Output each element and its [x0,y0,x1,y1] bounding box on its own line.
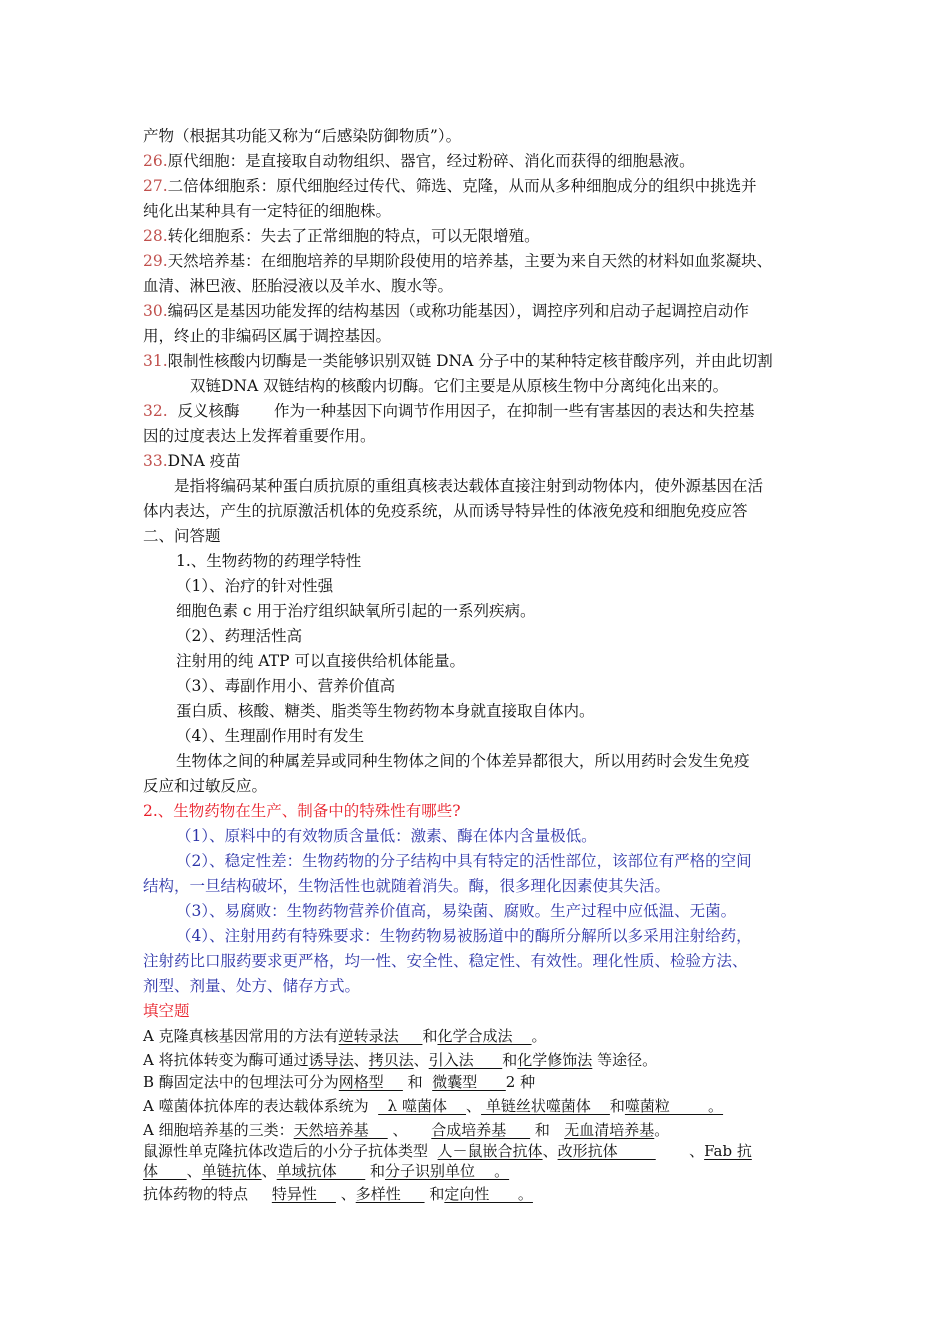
answer-line: （1）、治疗的针对性强 [176,577,334,595]
definition-line: 因的过度表达上发挥着重要作用。 [143,427,376,445]
definition-line: 29.天然培养基：在细胞培养的早期阶段使用的培养基，主要为来自天然的材料如血浆凝块、 [143,252,773,270]
fill-blank-line: 鼠源性单克隆抗体改造后的小分子抗体类型 人－鼠嵌合抗体、改形抗体 、Fab 抗 [143,1142,752,1160]
section-heading: 二、问答题 [143,527,221,545]
definition-line: 产物（根据其功能又称为“后感染防御物质”）。 [143,127,462,145]
answer-line: （3）、毒副作用小、营养价值高 [176,677,396,695]
answer-line: （1）、原料中的有效物质含量低：激素、酶在体内含量极低。 [176,827,597,845]
answer-line: 生物体之间的种属差异或同种生物体之间的个体差异都很大，所以用药时会发生免疫 [176,752,750,770]
answer-line: 反应和过敏反应。 [143,777,268,795]
fill-blank-line: A 噬菌体抗体库的表达载体系统为 λ 噬菌体 、 单链丝状噬菌体 和噬菌粒 。 [143,1097,724,1115]
definition-line: 32. 反义核酶 作为一种基因下向调节作用因子，在抑制一些有害基因的表达和失控基 [143,402,755,420]
answer-line: （4）、生理副作用时有发生 [176,727,365,745]
answer-line: （3）、易腐败：生物药物营养价值高，易染菌、腐败。生产过程中应低温、无菌。 [176,902,737,920]
definition-line: 是指将编码某种蛋白质抗原的重组真核表达载体直接注射到动物体内，使外源基因在活 [174,477,764,495]
question-title: 1.、生物药物的药理学特性 [176,552,362,570]
answer-line: （2）、药理活性高 [176,627,303,645]
question-title: 2.、生物药物在生产、制备中的特殊性有哪些? [143,802,461,820]
answer-line: 注射药比口服药要求更严格，均一性、安全性、稳定性、有效性。理化性质、检验方法、 [143,952,748,970]
fill-blank-heading: 填空题 [143,1002,190,1020]
definition-line: 26.原代细胞：是直接取自动物组织、器官，经过粉碎、消化而获得的细胞悬液。 [143,152,695,170]
fill-blank-line: A 细胞培养基的三类：天然培养基 、 合成培养基 和 无血清培养基。 [143,1121,670,1139]
definition-line: 30.编码区是基因功能发挥的结构基因（或称功能基因），调控序列和启动子起调控启动作 [143,302,749,320]
fill-blank-line: A 克隆真核基因常用的方法有逆转录法 和化学合成法 。 [143,1027,547,1045]
answer-line: 结构，一旦结构破坏，生物活性也就随着消失。酶，很多理化因素使其失活。 [143,877,671,895]
fill-blank-line: B 酶固定法中的包埋法可分为网格型 和 微囊型 2 种 [143,1073,536,1091]
definition-line: 31.限制性核酸内切酶是一类能够识别双链 DNA 分子中的某种特定核苷酸序列，并由此切割 [143,352,773,370]
definition-line: 27.二倍体细胞系：原代细胞经过传代、筛选、克隆，从而从多种细胞成分的组织中挑选并 [143,177,757,195]
definition-line: 用，终止的非编码区属于调控基因。 [143,327,392,345]
answer-line: （2）、稳定性差：生物药物的分子结构中具有特定的活性部位，该部位有严格的空间 [176,852,752,870]
fill-blank-line: A 将抗体转变为酶可通过诱导法、拷贝法、引入法 和化学修饰法 等途径。 [143,1051,658,1069]
fill-blank-line: 抗体药物的特点 特异性 、多样性 和定向性 。 [143,1185,533,1203]
answer-line: 细胞色素 c 用于治疗组织缺氧所引起的一系列疾病。 [176,602,536,620]
definition-line: 28.转化细胞系：失去了正常细胞的特点，可以无限增殖。 [143,227,540,245]
answer-line: 注射用的纯 ATP 可以直接供给机体能量。 [176,652,465,670]
definition-line: 血清、淋巴液、胚胎浸液以及羊水、腹水等。 [143,277,454,295]
definition-line: 33.DNA 疫苗 [143,452,241,470]
fill-blank-line: 体 、单链抗体、单域抗体 和分子识别单位 。 [143,1162,510,1180]
answer-line: 蛋白质、核酸、糖类、脂类等生物药物本身就直接取自体内。 [176,702,595,720]
answer-line: （4）、注射用药有特殊要求：生物药物易被肠道中的酶所分解所以多采用注射给药， [176,927,752,945]
definition-line: 双链DNA 双链结构的核酸内切酶。它们主要是从原核生物中分离纯化出来的。 [190,377,729,395]
definition-line: 体内表达，产生的抗原激活机体的免疫系统，从而诱导特异性的体液免疫和细胞免疫应答 [143,502,748,520]
definition-line: 纯化出某种具有一定特征的细胞株。 [143,202,392,220]
answer-line: 剂型、剂量、处方、储存方式。 [143,977,361,995]
